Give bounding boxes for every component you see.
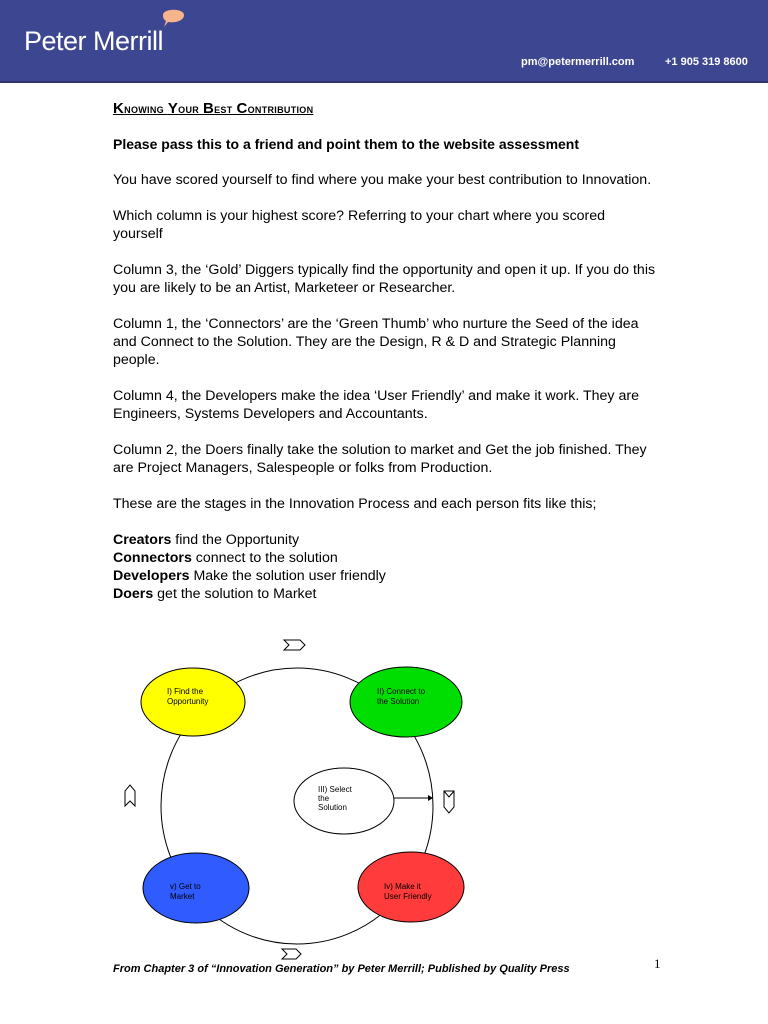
node-label: the [318,794,330,803]
node-label: I) Find the [167,687,204,696]
page-title: Knowing Your Best Contribution [113,100,314,117]
paragraph: Column 4, the Developers make the idea ‘User Friendly’ and make it work. They are Engineers, Systems Developers and Accountants. [113,388,639,422]
contact-email[interactable]: pm@petermerrill.com [521,56,635,68]
node-label: Iv) Make it [384,882,421,891]
node-select-solution [294,768,394,834]
page-number: 1 [654,956,661,971]
arrow-up-icon [125,785,135,806]
paragraph: Column 1, the ‘Connectors’ are the ‘Green Thumb’ who nurture the Seed of the idea and Connect to the Solution. They are the Design, R & D and Strategic Planning people. [113,316,639,368]
paragraph: Column 3, the ‘Gold’ Diggers typically find the opportunity and open it up. If you do this you are likely to be an Artist, Marketeer or Researcher. [113,262,656,296]
citation-footer: From Chapter 3 of “Innovation Generation” by Peter Merrill; Published by Quality Press [113,963,570,975]
paragraph: These are the stages in the Innovation Process and each person fits like this; [113,496,597,512]
role-item: Doers get the solution to Market [113,586,317,602]
arrow-right-icon [284,640,305,650]
node-label: the Solution [377,697,420,706]
node-label: Market [170,892,195,901]
role-item: Connectors connect to the solution [113,550,338,566]
node-label: v) Get to [170,882,201,891]
brand-name: Peter Merrill [24,26,164,56]
node-label: III) Select [318,785,352,794]
paragraph: Which column is your highest score? Referring to your chart where you scored yourself [113,208,606,242]
paragraph: Column 2, the Doers finally take the solution to market and Get the job finished. They are Project Managers, Salespeople or folks from Production. [113,442,647,476]
node-label: Opportunity [167,697,209,706]
node-label: II) Connect to [377,687,426,696]
node-label: Solution [318,803,347,812]
paragraph: You have scored yourself to find where you make your best contribution to Innovation. [113,172,652,188]
pass-instruction: Please pass this to a friend and point them to the website assessment [113,136,580,152]
contact-phone: +1 905 319 8600 [665,56,748,68]
role-item: Creators find the Opportunity [113,532,300,548]
role-item: Developers Make the solution user friendly [113,568,386,584]
node-label: User Friendly [384,892,432,901]
arrow-left-icon [282,949,301,959]
arrow-down-icon [444,791,454,813]
